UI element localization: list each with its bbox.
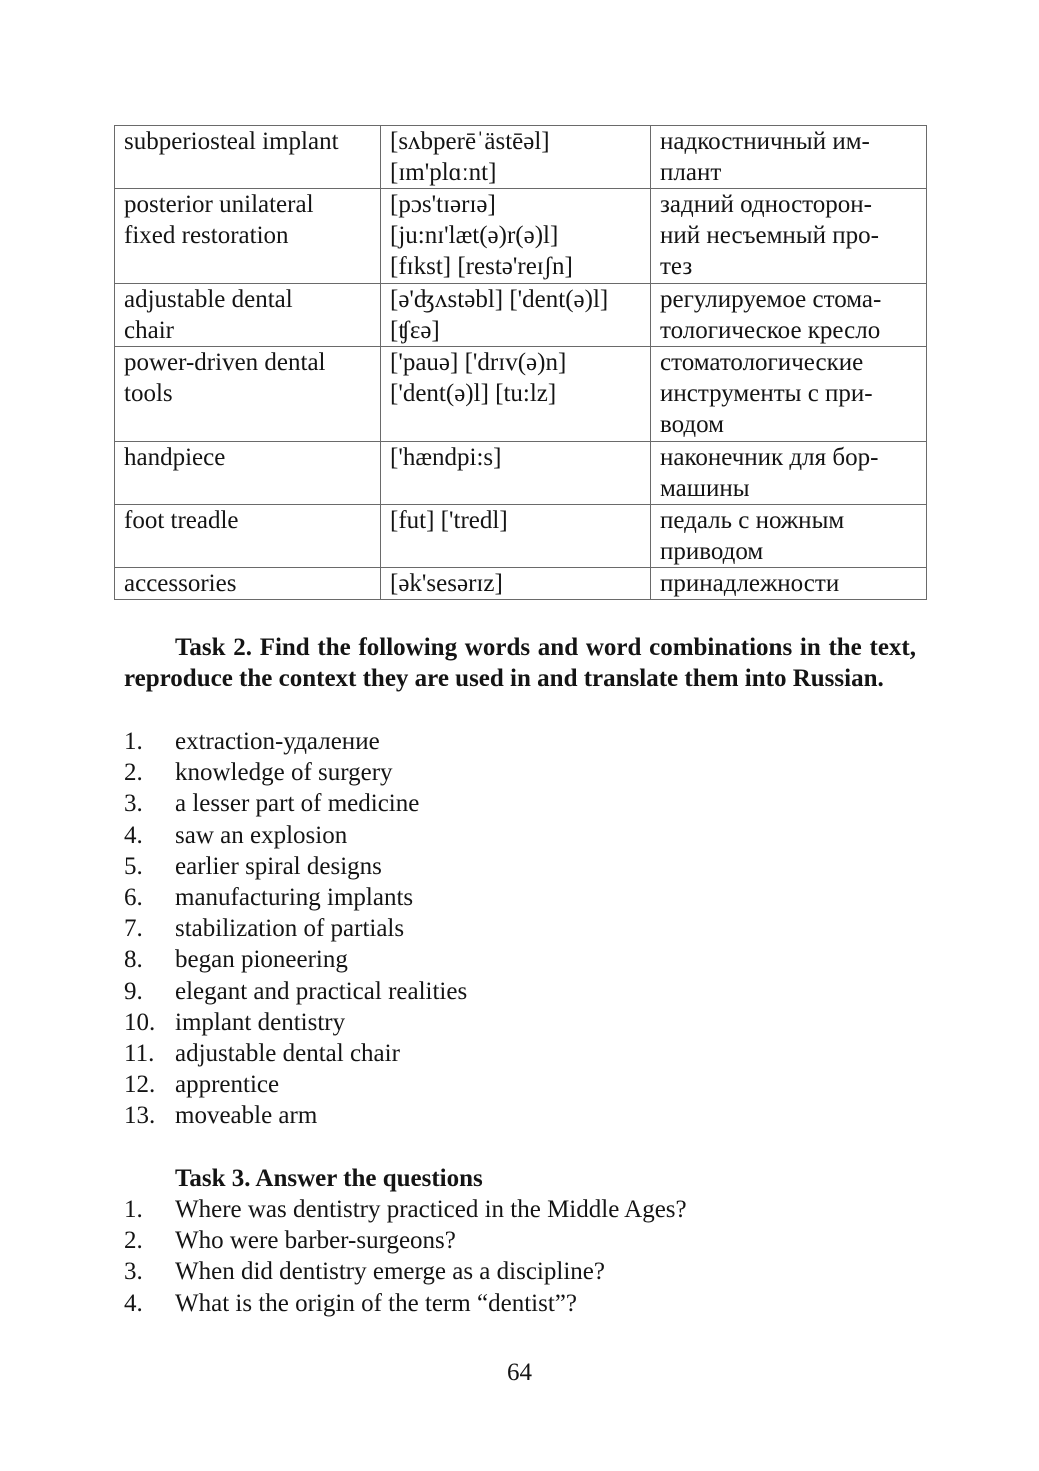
term-cell: power-driven dental tools — [115, 347, 381, 442]
table-row — [115, 568, 927, 600]
list-item — [124, 976, 924, 1007]
list-item — [124, 944, 924, 975]
item-number: 7. — [124, 915, 143, 943]
item-number: 13. — [124, 1102, 156, 1130]
transcription-cell: [ə'ʤʌstəbl] ['dent(ə)l] [ʧɛə] — [381, 284, 651, 347]
transcription-cell: ['pauə] ['drɪv(ə)n] ['dent(ə)l] [tu:lz] — [381, 347, 651, 442]
term-cell: posterior unilateral fixed restoration — [115, 189, 381, 284]
item-text: earlier spiral designs — [175, 852, 382, 880]
item-number: 4. — [124, 1289, 143, 1317]
item-text: adjustable dental chair — [175, 1039, 400, 1067]
term-cell: handpiece — [115, 442, 381, 505]
item-number: 3. — [124, 1258, 143, 1286]
list-item — [124, 851, 924, 882]
table-row — [115, 126, 927, 189]
term-cell: subperiosteal implant — [115, 126, 381, 189]
translation-cell: педаль с ножным приводом — [651, 505, 927, 568]
term-cell: accessories — [115, 568, 381, 600]
table-row — [115, 442, 927, 505]
item-text: knowledge of surgery — [175, 759, 393, 787]
list-item — [124, 1194, 924, 1225]
translation-cell: принадлежности — [651, 568, 927, 600]
item-text: saw an explosion — [175, 821, 348, 849]
item-number: 1. — [124, 728, 143, 755]
transcription-cell: [fut] ['tredl] — [381, 505, 651, 568]
list-item — [124, 1288, 924, 1319]
list-item — [124, 1038, 924, 1069]
item-text: apprentice — [175, 1071, 280, 1099]
list-item — [124, 757, 924, 788]
item-number: 5. — [124, 852, 143, 880]
item-text: stabilization of partials — [175, 915, 405, 943]
list-item — [124, 1100, 924, 1131]
item-text: When did dentistry emerge as a discipline? — [175, 1258, 605, 1286]
table-row — [115, 189, 927, 284]
list-item — [124, 1007, 924, 1038]
item-text: began pioneering — [175, 946, 348, 974]
translation-cell: регулируемое стома- тологическое кресло — [651, 284, 927, 347]
item-text: What is the origin of the term “dentist”? — [175, 1289, 577, 1317]
table-row — [115, 347, 927, 442]
list-item — [124, 1256, 924, 1287]
item-number: 2. — [124, 1227, 143, 1255]
item-text: manufacturing implants — [175, 883, 414, 911]
item-text: extraction-удаление — [175, 728, 380, 755]
list-item — [124, 726, 924, 757]
table-row — [115, 505, 927, 568]
item-number: 3. — [124, 790, 143, 818]
list-item — [124, 913, 924, 944]
page-number: 64 — [507, 1359, 532, 1386]
item-number: 8. — [124, 946, 143, 974]
task3-question-list — [124, 1194, 924, 1319]
item-number: 1. — [124, 1196, 143, 1223]
item-number: 9. — [124, 977, 143, 1005]
translation-cell: надкостничный им- плант — [651, 126, 927, 189]
item-text: elegant and practical realities — [175, 977, 468, 1005]
item-text: a lesser part of medicine — [175, 790, 420, 818]
term-cell: foot treadle — [115, 505, 381, 568]
item-text: moveable arm — [175, 1102, 318, 1130]
list-item — [124, 882, 924, 913]
task2-heading: Task 2. Find the following words and word combinations in the text, reproduce the context they are used in and translate them into Russian. — [124, 634, 916, 692]
transcription-cell: [pɔs'tɪərɪə] [ju:nɪ'læt(ə)r(ə)l] [fɪkst] [restə'reɪʃn] — [381, 189, 651, 284]
list-item — [124, 820, 924, 851]
transcription-cell: [sʌbperēˈästēəl] [ɪm'plɑːnt] — [381, 126, 651, 189]
item-number: 6. — [124, 883, 143, 911]
list-item — [124, 1225, 924, 1256]
task2-word-list — [124, 726, 924, 1131]
table-row — [115, 284, 927, 347]
task3-heading: Task 3. Answer the questions — [175, 1165, 483, 1192]
term-cell: adjustable dental chair — [115, 284, 381, 347]
transcription-cell: ['hændpi:s] — [381, 442, 651, 505]
item-text: Where was dentistry practiced in the Middle Ages? — [175, 1196, 687, 1223]
list-item — [124, 788, 924, 819]
item-text: implant dentistry — [175, 1008, 346, 1036]
transcription-cell: [ək'sesərɪz] — [381, 568, 651, 600]
item-number: 12. — [124, 1071, 156, 1099]
vocabulary-table — [114, 125, 927, 600]
item-number: 10. — [124, 1008, 156, 1036]
item-text: Who were barber-surgeons? — [175, 1227, 456, 1255]
translation-cell: задний односторон- ний несъемный про- тез — [651, 189, 927, 284]
item-number: 11. — [124, 1039, 155, 1067]
translation-cell: стоматологические инструменты с при- водом — [651, 347, 927, 442]
list-item — [124, 1069, 924, 1100]
item-number: 4. — [124, 821, 143, 849]
translation-cell: наконечник для бор- машины — [651, 442, 927, 505]
item-number: 2. — [124, 759, 143, 787]
